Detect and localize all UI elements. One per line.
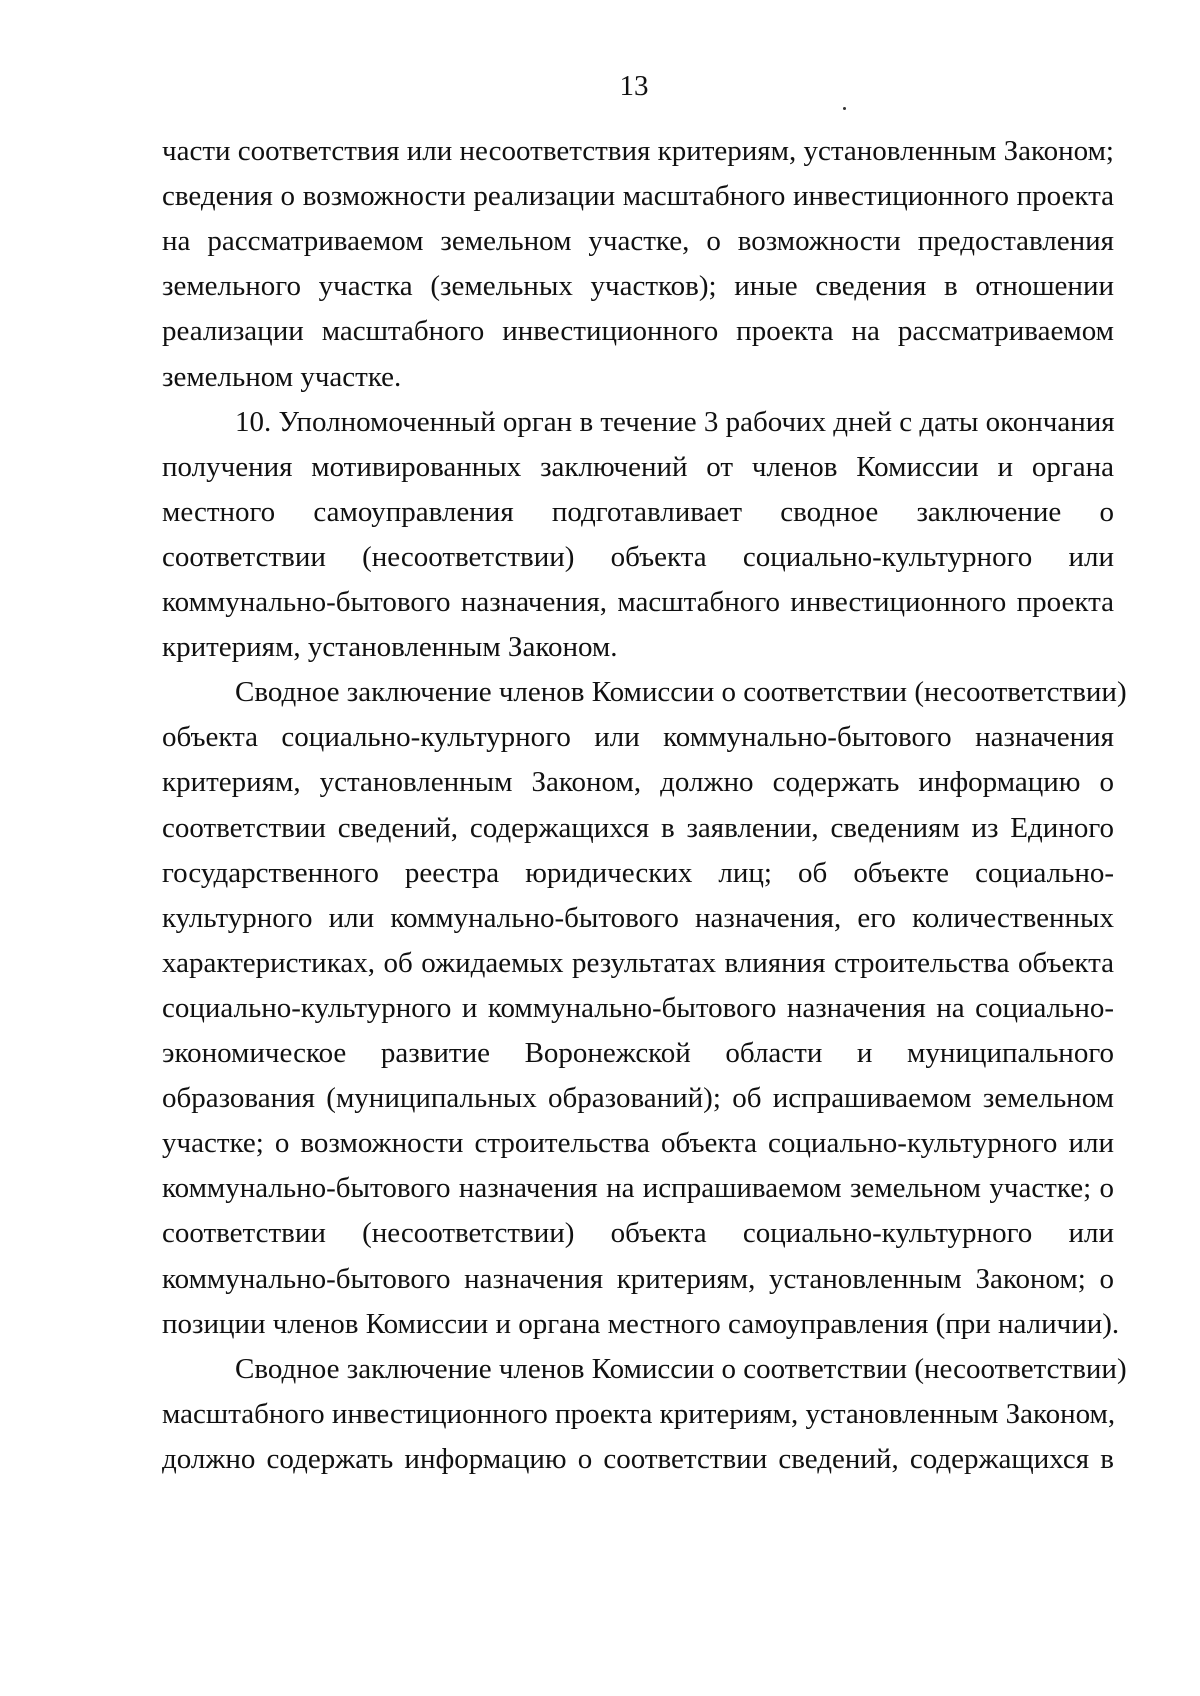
- text-line: части соответствия или несоответствия критериям, установленным Законом;: [162, 135, 1114, 167]
- text-line: земельного участка (земельных участков); иные сведения в отношении: [162, 270, 1114, 303]
- text-line: коммунально-бытового назначения на испрашиваемом земельном участке; о: [162, 1172, 1114, 1205]
- text-line: Сводное заключение членов Комиссии о соответствии (несоответствии): [235, 676, 1127, 709]
- page-number: 13: [619, 70, 649, 102]
- text-line: государственного реестра юридических лиц; об объекте социально-: [162, 856, 1114, 889]
- text-line: сведения о возможности реализации масштабного инвестиционного проекта: [162, 180, 1114, 213]
- text-line: социально-культурного и коммунально-бытового назначения на социально-: [162, 991, 1114, 1024]
- text-line: Сводное заключение членов Комиссии о соответствии (несоответствии): [235, 1352, 1127, 1385]
- text-line: культурного или коммунально-бытового назначения, его количественных: [162, 901, 1114, 934]
- text-line: 10. Уполномоченный орган в течение 3 рабочих дней с даты окончания: [235, 405, 1115, 438]
- text-line: соответствии (несоответствии) объекта социально-культурного или: [162, 540, 1114, 573]
- text-line: на рассматриваемом земельном участке, о возможности предоставления: [162, 225, 1114, 258]
- text-line: масштабного инвестиционного проекта критериям, установленным Законом,: [162, 1397, 1116, 1430]
- text-line: земельном участке.: [162, 360, 402, 393]
- text-line: коммунально-бытового назначения, масштабного инвестиционного проекта: [162, 586, 1114, 618]
- scan-speck: [843, 107, 846, 110]
- text-line: местного самоуправления подготавливает сводное заключение о: [162, 495, 1114, 528]
- text-line: позиции членов Комиссии и органа местного самоуправления (при наличии).: [162, 1307, 1120, 1340]
- text-line: соответствии (несоответствии) объекта социально-культурного или: [162, 1217, 1114, 1250]
- text-line: коммунально-бытового назначения критериям, установленным Законом; о: [162, 1262, 1114, 1295]
- text-line: экономическое развитие Воронежской области и муниципального: [162, 1037, 1114, 1069]
- text-line: критериям, установленным Законом.: [162, 631, 618, 664]
- text-line: критериям, установленным Законом, должно содержать информацию о: [162, 766, 1114, 799]
- text-line: получения мотивированных заключений от членов Комиссии и органа: [162, 450, 1114, 483]
- text-line: объекта социально-культурного или коммунально-бытового назначения: [162, 721, 1114, 754]
- text-line: соответствии сведений, содержащихся в заявлении, сведениям из Единого: [162, 811, 1114, 844]
- text-line: должно содержать информацию о соответствии сведений, содержащихся в: [162, 1442, 1114, 1475]
- text-line: участке; о возможности строительства объекта социально-культурного или: [162, 1127, 1114, 1160]
- text-line: реализации масштабного инвестиционного проекта на рассматриваемом: [162, 315, 1114, 348]
- text-line: характеристиках, об ожидаемых результатах влияния строительства объекта: [162, 946, 1114, 979]
- text-line: образования (муниципальных образований); об испрашиваемом земельном: [162, 1082, 1114, 1115]
